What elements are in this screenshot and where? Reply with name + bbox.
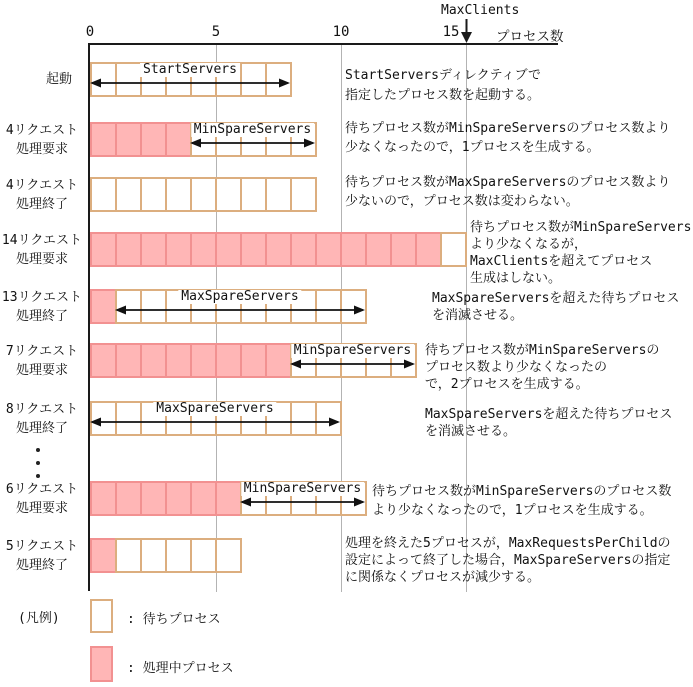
row-annotation: [345, 173, 670, 211]
row-label: [0, 288, 84, 326]
annotation-line: プロセス数より少なくなったの: [425, 360, 608, 375]
process-box-waiting: [190, 177, 217, 212]
annotation-line: で，2プロセスを生成する。: [425, 377, 589, 392]
row-annotation: [345, 535, 671, 586]
annotation-line: MaxSpareServersを超えた待ちプロセス: [425, 407, 673, 422]
process-box-waiting: [140, 177, 167, 212]
annotation-line: 待ちプロセス数がMinSpareServers: [470, 220, 692, 235]
annotation-line: 設定によって終了した場合，MaxSpareServersの指定: [345, 553, 671, 568]
range-arrow-label: MaxSpareServers: [153, 402, 276, 416]
row-annotation: [372, 482, 671, 520]
axis-unit-label: プロセス数: [496, 29, 564, 45]
process-box-active: [90, 343, 117, 378]
process-box-active: [90, 289, 117, 324]
row-annotation: [345, 119, 670, 157]
tick-15: 15: [442, 24, 460, 40]
process-box-active: [190, 232, 217, 267]
process-box-active: [165, 122, 192, 157]
process-box-waiting: [115, 177, 142, 212]
annotation-line: 待ちプロセス数がMinSpareServersの: [425, 343, 660, 358]
process-box-waiting: [90, 177, 117, 212]
legend-title: (凡例): [18, 611, 60, 626]
process-box-active: [90, 122, 117, 157]
process-box-active: [240, 343, 267, 378]
tick-0: 0: [85, 24, 95, 40]
row-annotation: [470, 219, 691, 287]
row-label-line: 6リクエスト: [5, 481, 79, 497]
annotation-line: より少なくなるが，: [470, 237, 588, 252]
process-box-active: [90, 481, 117, 516]
row-label: [0, 342, 84, 380]
maxclients-arrow-icon: [460, 19, 473, 43]
process-box-waiting: [215, 538, 242, 573]
row-label-line: 処理終了: [15, 196, 68, 212]
process-box-active: [165, 232, 192, 267]
legend-processing-label: : 処理中プロセス: [127, 661, 234, 676]
process-box-active: [140, 122, 167, 157]
range-arrow-label: MinSpareServers: [291, 344, 414, 358]
row-label: [0, 400, 84, 438]
process-box-active: [215, 343, 242, 378]
range-arrow: [290, 357, 415, 371]
row-label-line: 処理終了: [15, 308, 68, 324]
process-box-active: [215, 232, 242, 267]
range-arrow-label: MinSpareServers: [191, 123, 314, 137]
row-label-line: 処理要求: [15, 362, 68, 378]
annotation-line: 処理を終えた5プロセスが，MaxRequestsPerChildの: [345, 536, 671, 551]
row-label: [0, 537, 84, 575]
process-box-active: [115, 232, 142, 267]
range-arrow: [90, 415, 340, 429]
range-arrow: [115, 303, 365, 317]
process-box-active: [140, 232, 167, 267]
process-box-active: [115, 122, 142, 157]
process-box-active: [190, 481, 217, 516]
process-box-active: [190, 343, 217, 378]
process-box-waiting: [165, 538, 192, 573]
row-label: [0, 231, 84, 269]
tick-5: 5: [211, 24, 221, 40]
annotation-line: StartServersディレクティブで: [345, 68, 541, 83]
row-label-line: 8リクエスト: [5, 401, 79, 417]
row-label-line: 4リクエスト: [5, 177, 79, 193]
row-annotation: [345, 66, 541, 106]
range-arrow: [190, 136, 315, 150]
process-box-active: [415, 232, 442, 267]
range-arrow: [90, 76, 290, 90]
process-box-active: [265, 232, 292, 267]
process-box-active: [290, 232, 317, 267]
process-box-waiting: [115, 538, 142, 573]
process-box-active: [90, 538, 117, 573]
annotation-line: 待ちプロセス数がMaxSpareServersのプロセス数より: [345, 175, 671, 190]
process-box-waiting: [215, 177, 242, 212]
x-axis-line: [88, 43, 558, 45]
process-box-waiting: [190, 538, 217, 573]
process-box-active: [90, 232, 117, 267]
maxclients-label: MaxClients: [441, 3, 520, 18]
row-annotation: [432, 290, 679, 324]
annotation-line: 待ちプロセス数がMinSpareServersのプロセス数より: [345, 121, 671, 136]
annotation-line: 待ちプロセス数がMinSpareServersのプロセス数: [372, 484, 672, 499]
process-box-active: [215, 481, 242, 516]
annotation-line: 少なくなったので，1プロセスを生成する。: [345, 140, 600, 155]
process-box-active: [115, 481, 142, 516]
process-box-waiting: [265, 177, 292, 212]
range-arrow: [240, 495, 365, 509]
annotation-line: より少なくなったので，1プロセスを生成する。: [372, 503, 653, 518]
process-box-active: [140, 343, 167, 378]
row-label-line: 処理要求: [15, 500, 68, 516]
row-label: [0, 70, 84, 89]
process-box-active: [315, 232, 342, 267]
row-label-line: 処理要求: [15, 251, 68, 267]
row-label-line: 4リクエスト: [5, 122, 79, 138]
tick-10: 10: [332, 24, 350, 40]
row-label-line: 5リクエスト: [5, 538, 79, 554]
row-label-line: 処理終了: [15, 557, 68, 573]
process-box-waiting: [165, 177, 192, 212]
ellipsis-dot: [36, 448, 40, 452]
annotation-line: 指定したプロセス数を起動する。: [345, 88, 541, 103]
annotation-line: MaxSpareServersを超えた待ちプロセス: [432, 291, 680, 306]
annotation-line: 少ないので，プロセス数は変わらない。: [345, 194, 579, 209]
row-label: [0, 480, 84, 518]
process-box-waiting: [140, 538, 167, 573]
process-box-waiting: [290, 177, 317, 212]
row-label-line: 処理終了: [15, 420, 68, 436]
row-label-line: 処理要求: [15, 141, 68, 157]
range-arrow-label: MaxSpareServers: [178, 290, 301, 304]
process-box-waiting: [440, 232, 467, 267]
annotation-line: に関係なくプロセスが減少する。: [345, 570, 541, 585]
legend-waiting-swatch: [90, 599, 113, 633]
annotation-line: 生成はしない。: [470, 271, 562, 286]
ellipsis-dot: [36, 474, 40, 478]
process-box-active: [165, 343, 192, 378]
row-label-line: 起動: [45, 72, 72, 87]
range-arrow-label: MinSpareServers: [241, 482, 364, 496]
row-annotation: [425, 342, 659, 393]
range-arrow-label: StartServers: [140, 63, 240, 77]
process-box-active: [240, 232, 267, 267]
ellipsis-dot: [36, 461, 40, 465]
row-label-line: 7リクエスト: [5, 343, 79, 359]
legend-processing-swatch: [90, 646, 113, 682]
row-label-line: 13リクエスト: [1, 289, 83, 305]
legend-waiting-label: : 待ちプロセス: [127, 612, 221, 627]
process-box-active: [340, 232, 367, 267]
process-box-active: [390, 232, 417, 267]
row-label-line: 14リクエスト: [1, 232, 83, 248]
row-annotation: [425, 406, 672, 440]
process-box-active: [140, 481, 167, 516]
process-box-active: [365, 232, 392, 267]
row-label: [0, 121, 84, 159]
row-label: [0, 176, 84, 214]
process-box-active: [115, 343, 142, 378]
annotation-line: MaxClientsを超えてプロセス: [470, 254, 653, 269]
annotation-line: を消滅させる。: [425, 424, 517, 439]
process-box-active: [165, 481, 192, 516]
process-box-waiting: [240, 177, 267, 212]
process-box-active: [265, 343, 292, 378]
annotation-line: を消滅させる。: [432, 308, 524, 323]
